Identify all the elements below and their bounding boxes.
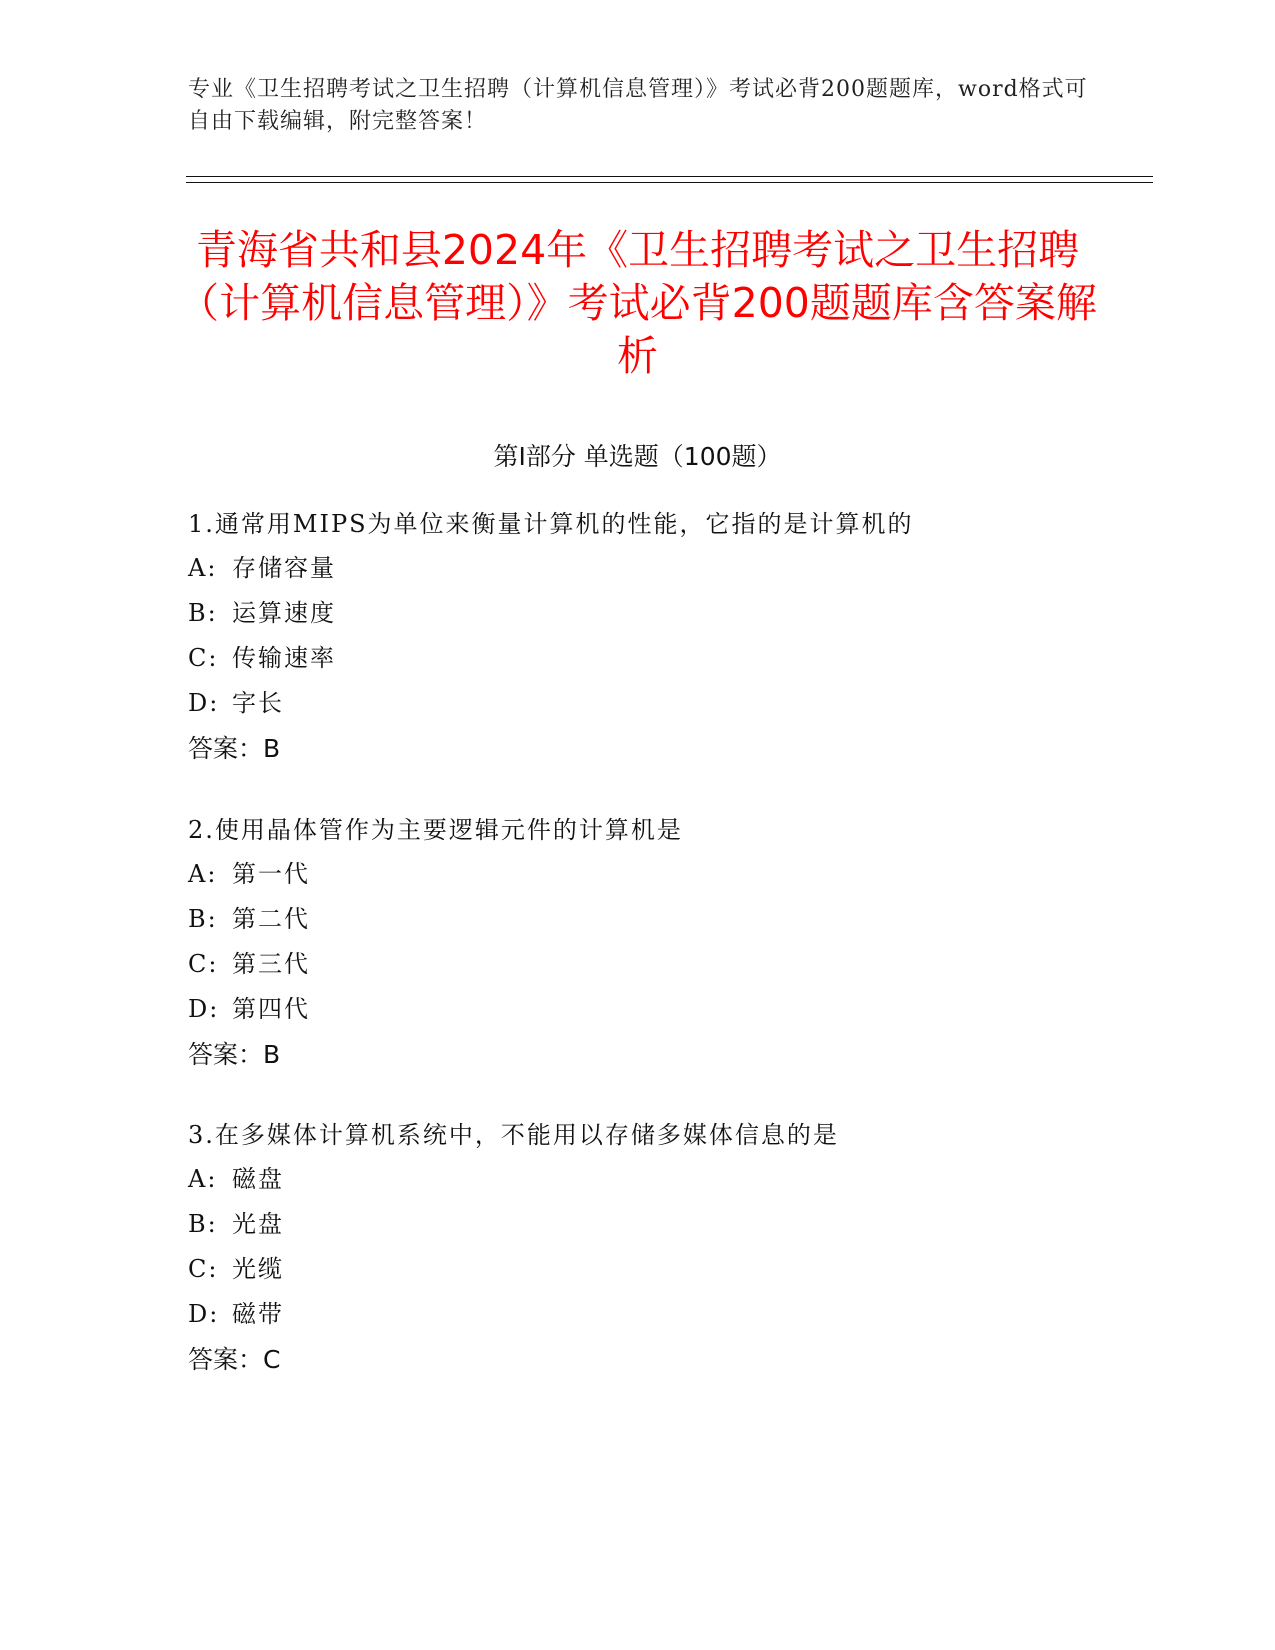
option-text: 第四代 <box>232 995 310 1023</box>
option-b <box>188 1202 1108 1247</box>
section-title: 第Ⅰ部分 单选题（100题） <box>493 442 782 471</box>
header-rule-bottom <box>186 182 1153 183</box>
option-text: 存储容量 <box>232 554 336 582</box>
answer-line: 答案：B <box>188 734 281 763</box>
option-b <box>188 897 1108 942</box>
option-letter: A: <box>188 1165 218 1193</box>
option-letter: D: <box>188 689 220 717</box>
option-text: 运算速度 <box>232 599 336 627</box>
option-letter: B: <box>188 599 218 627</box>
question-1 <box>188 502 1108 772</box>
option-a <box>188 852 1108 897</box>
option-c <box>188 636 1108 681</box>
option-text: 第三代 <box>232 950 310 978</box>
question-stem: 2.使用晶体管作为主要逻辑元件的计算机是 <box>188 816 683 844</box>
question-2 <box>188 808 1108 1078</box>
option-b <box>188 591 1108 636</box>
option-d <box>188 1292 1108 1337</box>
document-title: 青海省共和县2024年《卫生招聘考试之卫生招聘（计算机信息管理）》考试必背200题题库含答案解析 <box>178 226 1097 380</box>
option-letter: C: <box>188 950 219 978</box>
question-3 <box>188 1113 1108 1383</box>
question-stem: 3.在多媒体计算机系统中，不能用以存储多媒体信息的是 <box>188 1121 839 1149</box>
option-d <box>188 681 1108 726</box>
option-letter: D: <box>188 995 220 1023</box>
option-a <box>188 546 1108 591</box>
option-text: 传输速率 <box>232 644 336 672</box>
option-text: 第一代 <box>232 860 310 888</box>
answer-line: 答案：C <box>188 1345 281 1374</box>
header-rule-top <box>186 176 1153 177</box>
option-c <box>188 1247 1108 1292</box>
option-a <box>188 1157 1108 1202</box>
answer-line: 答案：B <box>188 1040 281 1069</box>
option-text: 光缆 <box>232 1255 284 1283</box>
option-letter: D: <box>188 1300 220 1328</box>
option-text: 字长 <box>232 689 284 717</box>
option-letter: C: <box>188 644 219 672</box>
option-text: 第二代 <box>232 905 310 933</box>
option-d <box>188 987 1108 1032</box>
option-text: 光盘 <box>232 1210 284 1238</box>
option-c <box>188 942 1108 987</box>
option-letter: B: <box>188 1210 218 1238</box>
option-letter: A: <box>188 554 218 582</box>
option-text: 磁盘 <box>232 1165 284 1193</box>
header-note: 专业《卫生招聘考试之卫生招聘（计算机信息管理）》考试必背200题题库，word格式可自由下载编辑，附完整答案！ <box>188 77 1088 134</box>
option-letter: C: <box>188 1255 219 1283</box>
option-letter: B: <box>188 905 218 933</box>
option-letter: A: <box>188 860 218 888</box>
option-text: 磁带 <box>232 1300 284 1328</box>
question-stem: 1.通常用MIPS为单位来衡量计算机的性能，它指的是计算机的 <box>188 510 914 538</box>
